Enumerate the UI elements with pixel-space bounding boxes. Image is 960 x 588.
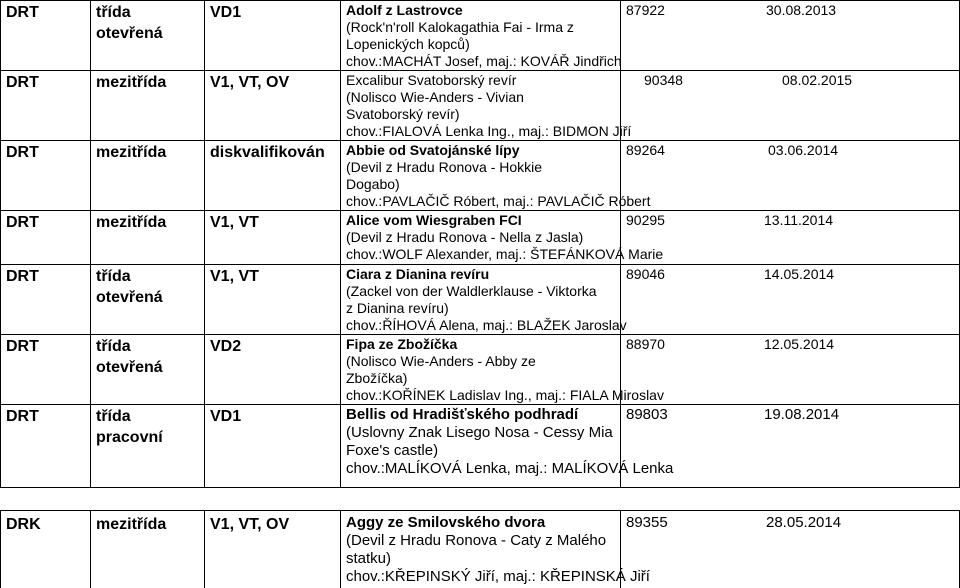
dog-entry xyxy=(346,266,627,334)
result-grade: VD2 xyxy=(210,338,242,355)
dog-type: DRK xyxy=(6,516,41,533)
show-class: mezitřída xyxy=(96,144,167,161)
registration-number: 89355 xyxy=(626,514,668,531)
lineage-line: (Zackel von der Waldlerklause - Viktorka xyxy=(346,283,597,299)
table-row xyxy=(0,264,960,334)
lineage-line: z Dianina revíru) xyxy=(346,300,449,316)
owner-line: chov.:ŘÍHOVÁ Alena, maj.: BLAŽEK Jaroslav xyxy=(346,317,627,333)
table-row xyxy=(0,0,960,70)
registration-number: 88970 xyxy=(626,336,665,352)
birth-date: 08.02.2015 xyxy=(782,72,853,88)
show-class: třída otevřená xyxy=(96,4,163,42)
registration-number: 89803 xyxy=(626,406,668,423)
dog-entry xyxy=(346,212,663,263)
show-class: třída otevřená xyxy=(96,338,163,376)
birth-date: 30.08.2013 xyxy=(766,2,837,18)
dog-entry xyxy=(346,72,631,140)
birth-date: 13.11.2014 xyxy=(764,212,834,228)
dog-type: DRT xyxy=(6,214,39,231)
owner-line: chov.:MACHÁT Josef, maj.: KOVÁŘ Jindřich xyxy=(346,53,622,69)
result-grade: VD1 xyxy=(210,408,242,425)
table-row xyxy=(0,510,960,588)
dog-type: DRT xyxy=(6,338,39,355)
show-class: mezitřída xyxy=(96,214,167,231)
dog-entry xyxy=(346,514,650,586)
dog-name: Alice vom Wiesgraben FCI xyxy=(346,212,522,228)
dog-type: DRT xyxy=(6,408,39,425)
owner-line: chov.:WOLF Alexander, maj.: ŠTEFÁNKOVÁ Marie xyxy=(346,246,664,262)
dog-name: Aggy ze Smilovského dvora xyxy=(346,514,546,531)
owner-line: chov.:KOŘÍNEK Ladislav Ing., maj.: FIALA Miroslav xyxy=(346,387,664,403)
lineage-line: statku) xyxy=(346,550,392,567)
table-row xyxy=(0,334,960,404)
result-grade: VD1 xyxy=(210,4,242,21)
registration-number: 90348 xyxy=(644,72,683,88)
registration-number: 87922 xyxy=(626,2,665,18)
lineage-line: (Devil z Hradu Ronova - Hokkie xyxy=(346,159,543,175)
birth-date: 28.05.2014 xyxy=(766,514,842,531)
birth-date: 14.05.2014 xyxy=(764,266,835,282)
show-class: třída otevřená xyxy=(96,268,163,306)
birth-date: 03.06.2014 xyxy=(768,142,839,158)
result-grade: V1, VT, OV xyxy=(210,74,290,91)
dog-entry xyxy=(346,2,622,70)
dog-name: Excalibur Svatoborský revír xyxy=(346,72,517,88)
lineage-line: Foxe's castle) xyxy=(346,442,439,459)
dog-type: DRT xyxy=(6,74,39,91)
result-grade: V1, VT, OV xyxy=(210,516,290,533)
table-row xyxy=(0,140,960,210)
dog-name: Abbie od Svatojánské lípy xyxy=(346,142,520,158)
show-class: třída pracovní xyxy=(96,408,163,446)
drk-results-table xyxy=(0,510,960,588)
lineage-line: (Uslovny Znak Lisego Nosa - Cessy Mia xyxy=(346,424,613,441)
lineage-line: Lopenických kopců) xyxy=(346,36,470,52)
dog-type: DRT xyxy=(6,268,39,285)
table-row xyxy=(0,70,960,140)
dog-name: Bellis od Hradišťského podhradí xyxy=(346,406,579,423)
lineage-line: Svatoborský revír) xyxy=(346,106,460,122)
owner-line: chov.:MALÍKOVÁ Lenka, maj.: MALÍKOVÁ Lenka xyxy=(346,460,674,477)
birth-date: 12.05.2014 xyxy=(764,336,835,352)
owner-line: chov.:PAVLAČIČ Róbert, maj.: PAVLAČIČ Róbert xyxy=(346,193,651,209)
lineage-line: (Devil z Hradu Ronova - Nella z Jasla) xyxy=(346,229,584,245)
dog-type: DRT xyxy=(6,144,39,161)
dog-entry xyxy=(346,406,673,478)
grid-line xyxy=(0,487,960,488)
lineage-line: (Devil z Hradu Ronova - Caty z Malého xyxy=(346,532,607,549)
lineage-line: Dogabo) xyxy=(346,176,400,192)
lineage-line: (Nolisco Wie-Anders - Vivian xyxy=(346,89,524,105)
show-class: mezitřída xyxy=(96,74,167,91)
dog-name: Adolf z Lastrovce xyxy=(346,2,463,18)
dog-name: Fipa ze Zbožíčka xyxy=(346,336,458,352)
birth-date: 19.08.2014 xyxy=(764,406,840,423)
registration-number: 90295 xyxy=(626,212,665,228)
owner-line: chov.:FIALOVÁ Lenka Ing., maj.: BIDMON Jiří xyxy=(346,123,632,139)
result-grade: diskvalifikován xyxy=(210,144,325,161)
dog-entry xyxy=(346,142,650,210)
result-grade: V1, VT xyxy=(210,214,259,231)
dog-entry xyxy=(346,336,664,404)
dog-name: Ciara z Dianina revíru xyxy=(346,266,490,282)
registration-number: 89046 xyxy=(626,266,665,282)
owner-line: chov.:KŘEPINSKÝ Jiří, maj.: KŘEPINSKÁ Jiří xyxy=(346,568,650,585)
lineage-line: Zbožíčka) xyxy=(346,370,408,386)
lineage-line: (Rock'n'roll Kalokagathia Fai - Irma z xyxy=(346,19,574,35)
registration-number: 89264 xyxy=(626,142,665,158)
dog-type: DRT xyxy=(6,4,39,21)
table-row xyxy=(0,404,960,487)
show-class: mezitřída xyxy=(96,516,167,533)
table-row xyxy=(0,210,960,264)
result-grade: V1, VT xyxy=(210,268,259,285)
lineage-line: (Nolisco Wie-Anders - Abby ze xyxy=(346,353,536,369)
